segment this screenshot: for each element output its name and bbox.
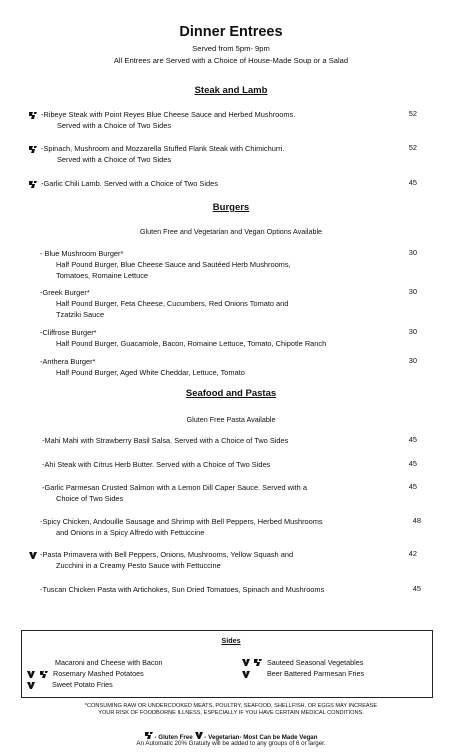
legend-vegetarian: - Vegetarian- Most Can be Made Vegan xyxy=(204,734,318,741)
item-price: 45 xyxy=(408,459,417,468)
item-price: 30 xyxy=(408,287,417,296)
item-price: 30 xyxy=(408,356,417,365)
item-name: -Garlic Parmesan Crusted Salmon with a Lemon Dill Caper Sauce. Served with a xyxy=(42,483,307,492)
gluten-free-icon xyxy=(39,670,49,679)
vegetarian-icon xyxy=(241,670,251,679)
section-title-seafood-pastas: Seafood and Pastas xyxy=(185,388,277,399)
item-name: -Greek Burger* xyxy=(40,288,90,297)
item-desc: Served with a Choice of Two Sides xyxy=(57,121,172,130)
item-price: 52 xyxy=(408,143,417,152)
item-name: -Spinach, Mushroom and Mozzarella Stuffed Flank Steak with Chimichurri. xyxy=(41,144,285,153)
item-desc: Zucchini in a Creamy Pesto Sauce with Fettuccine xyxy=(56,561,221,570)
side-mashed-potatoes: Rosemary Mashed Potatoes xyxy=(53,669,144,678)
menu-item-greek-burger xyxy=(40,287,288,320)
entrees-note: All Entrees are Served with a Choice of House-Made Soup or a Salad xyxy=(113,56,349,65)
gluten-free-icon xyxy=(253,658,263,667)
pasta-note: Gluten Free Pasta Available xyxy=(186,415,276,424)
item-desc: Half Pound Burger, Aged White Cheddar, Lettuce, Tomato xyxy=(56,368,245,377)
menu-item-lamb xyxy=(41,178,218,189)
gluten-free-icon xyxy=(28,180,38,189)
disclaimer-line-2: YOUR RISK OF FOODBORNE ILLNESS, ESPECIALLY IF YOU HAVE CERTAIN MEDICAL CONDITIONS. xyxy=(98,710,364,716)
page-title: Dinner Entrees xyxy=(179,24,283,40)
item-name: -Anthera Burger* xyxy=(40,357,96,366)
item-name: -Garlic Chili Lamb. Served with a Choice of Two Sides xyxy=(41,179,218,188)
menu-item-tuscan-chicken xyxy=(40,584,324,595)
vegetarian-icon xyxy=(26,670,36,679)
vegetarian-icon xyxy=(241,658,251,667)
gluten-free-icon xyxy=(144,731,154,740)
gluten-free-icon xyxy=(28,145,38,154)
menu-item-pasta-primavera xyxy=(40,549,293,571)
item-name: -Tuscan Chicken Pasta with Artichokes, Sun Dried Tomatoes, Spinach and Mushrooms xyxy=(40,585,325,594)
menu-item-flank-steak xyxy=(41,143,284,165)
gratuity-note: An Automatic 20% Gratuity will be added to any groups of 6 or larger. xyxy=(136,740,326,747)
item-name: -Ribeye Steak with Point Reyes Blue Cheese Sauce and Herbed Mushrooms. xyxy=(41,110,296,119)
item-name: -Mahi Mahi with Strawberry Basil Salsa. Served with a Choice of Two Sides xyxy=(42,436,289,445)
legend-gluten-free: - Gluten Free xyxy=(154,734,193,741)
item-name: - Blue Mushroom Burger* xyxy=(40,249,124,258)
item-name: -Cliffrose Burger* xyxy=(40,328,97,337)
item-desc: Half Pound Burger, Guacamole, Bacon, Romaine Lettuce, Tomato, Chipotle Ranch xyxy=(56,339,327,348)
item-price: 30 xyxy=(408,327,417,336)
item-desc: Half Pound Burger, Blue Cheese Sauce and Sautéed Herb Mushrooms, xyxy=(56,260,291,269)
item-name: -Pasta Primavera with Bell Peppers, Onions, Mushrooms, Yellow Squash and xyxy=(40,550,294,559)
item-price: 45 xyxy=(408,482,417,491)
side-parmesan-fries: Beer Battered Parmesan Fries xyxy=(267,669,365,678)
vegetarian-icon xyxy=(28,551,38,560)
side-mac-cheese: Macaroni and Cheese with Bacon xyxy=(55,658,163,667)
item-desc-2: Tzatziki Sauce xyxy=(56,310,105,319)
item-desc-2: Tomatoes, Romaine Lettuce xyxy=(56,271,149,280)
item-price: 45 xyxy=(412,584,421,593)
burgers-note: Gluten Free and Vegetarian and Vegan Options Available xyxy=(139,227,323,236)
side-seasonal-vegetables: Sauteed Seasonal Vegetables xyxy=(267,658,364,667)
served-hours: Served from 5pm- 9pm xyxy=(192,44,270,53)
item-desc: Served with a Choice of Two Sides xyxy=(57,155,172,164)
item-price: 52 xyxy=(408,109,417,118)
item-price: 30 xyxy=(408,248,417,257)
disclaimer-line-1: *CONSUMING RAW OR UNDERCOOKED MEATS, POULTRY, SEAFOOD, SHELLFISH, OR EGGS MAY INCREASE xyxy=(84,703,378,709)
item-desc: and Onions in a Spicy Alfredo with Fettuccine xyxy=(56,528,205,537)
item-desc: Half Pound Burger, Feta Cheese, Cucumbers, Red Onions Tomato and xyxy=(56,299,289,308)
item-name: -Spicy Chicken, Andouille Sausage and Shrimp with Bell Peppers, Herbed Mushrooms xyxy=(40,517,323,526)
item-price: 48 xyxy=(412,516,421,525)
vegetarian-icon xyxy=(26,681,36,690)
menu-item-spicy-chicken xyxy=(40,516,323,538)
menu-item-mahi-mahi xyxy=(42,435,288,446)
item-name: -Ahi Steak with Citrus Herb Butter. Served with a Choice of Two Sides xyxy=(42,460,271,469)
menu-item-cliffrose-burger xyxy=(40,327,326,349)
menu-item-blue-mushroom-burger xyxy=(40,248,291,281)
vegetarian-icon xyxy=(194,731,204,740)
side-sweet-potato-fries: Sweet Potato Fries xyxy=(52,680,113,689)
item-desc: Choice of Two Sides xyxy=(56,494,124,503)
menu-item-anthera-burger xyxy=(40,356,245,378)
item-price: 42 xyxy=(408,549,417,558)
section-title-burgers: Burgers xyxy=(212,202,250,213)
item-price: 45 xyxy=(408,178,417,187)
gluten-free-icon xyxy=(28,111,38,120)
section-title-steak-lamb: Steak and Lamb xyxy=(194,85,268,96)
menu-item-salmon xyxy=(42,482,307,504)
item-price: 45 xyxy=(408,435,417,444)
menu-item-ribeye xyxy=(41,109,295,131)
menu-item-ahi-steak xyxy=(42,459,270,470)
sides-title: Sides xyxy=(221,636,241,645)
